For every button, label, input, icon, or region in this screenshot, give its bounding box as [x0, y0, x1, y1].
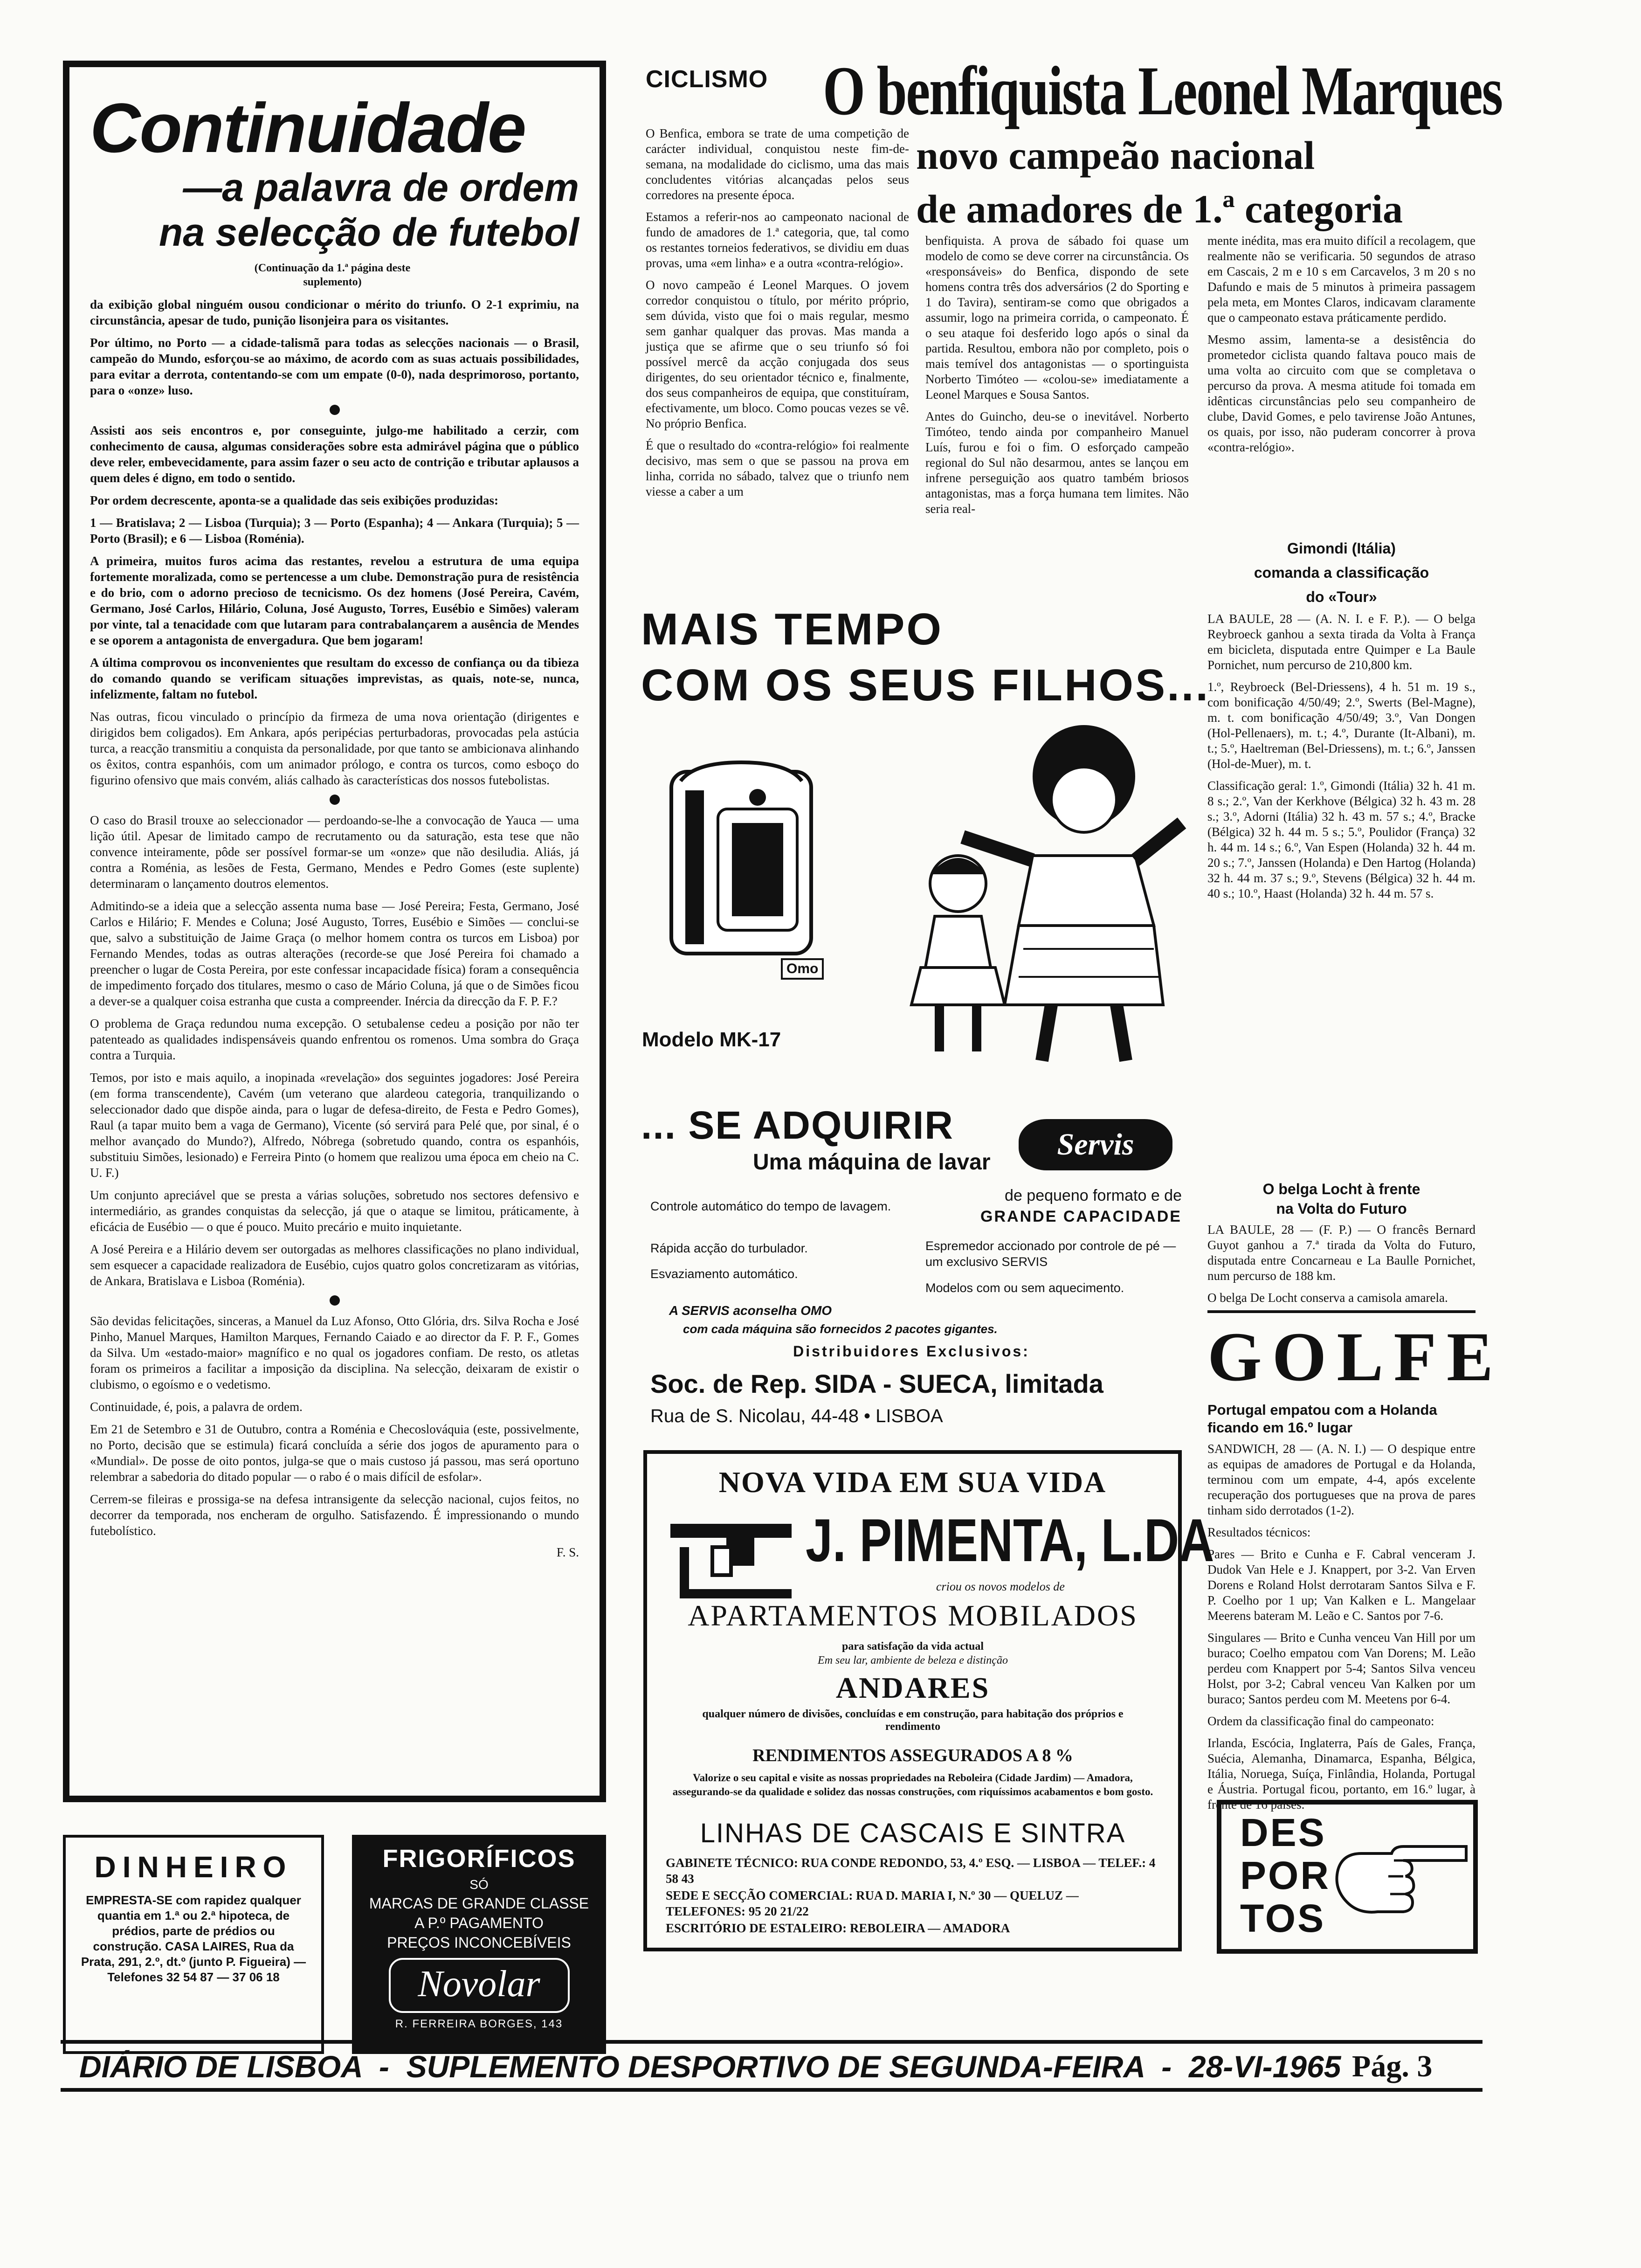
gimondi-headline-1: Gimondi (Itália) — [1287, 540, 1396, 557]
section-label-ciclismo: CICLISMO — [646, 66, 768, 93]
paragraph: É que o resultado do «contra-relógio» foi realmente decisivo, mas sem o que se passou na prova em linha, corrida no sábado, talvez que o triunfo nem viesse a caber a um — [646, 438, 909, 498]
ad-pimenta-valorize: Valorize o seu capital e visite as nossas propriedades na Reboleira (Cidade Jardim) — Amadora, assegurando-se da qualidade e solidez das nossas construções, com riquíssimos acabamentos e bom gosto. — [672, 1772, 1153, 1798]
ad-dinheiro-title: DINHEIRO — [94, 1850, 293, 1884]
ad-servis-distributors: Distribuidores Exclusivos: — [793, 1343, 1030, 1360]
continuation-note: (Continuação da 1.ª página deste suplemento) — [254, 262, 411, 288]
paragraph: mente inédita, mas era muito difícil a recolagem, que realmente não se verificaria. 50 segundos de atraso em Cascais, 2 m e 10 s em Carcavelos, 3 m 20 s no Dafundo e mais de 5 minutos à primeira passagem pela meta, em Montes Claros, indicavam claramente que o campeonato estava práticamente perdido. — [1207, 234, 1476, 325]
ad-pimenta-title: NOVA VIDA EM SUA VIDA — [718, 1466, 1107, 1499]
ciclismo-subhead-2: de amadores de 1.ª categoria — [916, 187, 1403, 231]
paragraph: Estamos a referir-nos ao campeonato nacional de fundo de amadores de 1.ª categoria, que, tal como os restantes torneios federativos, se dividiu em duas provas, uma «em linha» e a outra «contra-relógio». — [646, 210, 909, 270]
washing-machine-illustration — [667, 753, 820, 958]
mother-child-illustration — [865, 706, 1186, 1070]
ad-pimenta-sat2: Em seu lar, ambiente de beleza e distinção — [818, 1654, 1008, 1666]
ad-dinheiro — [63, 1835, 324, 2054]
paragraph: Em 21 de Setembro e 31 de Outubro, contra a Roménia e Checoslováquia (este, possivelmente, no Porto, decisão que se estimula) ficará concluída a série dos jogos de apuramento para o «Mundial». De posse de oito pontos, julga-se que o mais custoso já passou, mas será oportuno relembrar a sabedoria do ditado popular — o rabo é o mais difícil de esfolar». — [90, 1422, 579, 1484]
ad-pimenta — [643, 1450, 1214, 1951]
paragraph: Singulares — Brito e Cunha venceu Van Hill por um buraco; Coelho empatou com Van Dorens; M. Leão perdeu com Knappert por 5-4; Santos Silva venceu Holst, por 3-2; Cabral venceu Van Kalken por um buraco; Santos perdeu com M. Meetens por 6-4. — [1207, 1631, 1476, 1706]
ad-servis-feature: Esvaziamento automático. — [650, 1267, 798, 1281]
ad-pimenta-crio: criou os novos modelos de — [936, 1580, 1065, 1593]
ciclismo-subhead-1: novo campeão nacional — [916, 133, 1315, 178]
desportos-line: POR — [1240, 1853, 1331, 1897]
ad-servis-formato-2: GRANDE CAPACIDADE — [980, 1208, 1182, 1225]
paragraph: benfiquista. A prova de sábado foi quase um modelo de como se deve correr na circunstância. Os «responsáveis» do Benfica, dispondo de sete homens contra três dos adversários (2 do Sporting e 1 do Tavira), sentiram-se como que obrigados a assumir, logo na primeira corrida, o campeonato. É o seu ataque foi desferido logo após o sinal da partida. Resultou, embora não por completo, pois o mais temível dos antagonistas — o sportinguista Norberto Timóteo — «colou-se» imediatamente a Leonel Marques e Sousa Santos. — [925, 234, 1189, 401]
ad-frigorificos-line: MARCAS DE GRANDE CLASSE — [369, 1895, 589, 1912]
footer-title: DIÁRIO DE LISBOA - SUPLEMENTO DESPORTIVO DE SEGUNDA-FEIRA - 28-VI-1965 — [79, 2049, 1341, 2084]
paragraph: O problema de Graça redundou numa excepção. O setubalense cedeu a posição por não ter patenteado as qualidades indispensáveis quando enfrentou os romenos. Uma sombra do Graça contra a Turquia. — [90, 1016, 579, 1062]
ad-frigorificos-line: A P.º PAGAMENTO — [414, 1915, 544, 1931]
locht-article — [1207, 1177, 1476, 1308]
ad-pimenta-linhas: LINHAS DE CASCAIS E SINTRA — [700, 1818, 1126, 1848]
article-headline: Continuidade — [90, 89, 526, 167]
locht-headline-1: O belga Locht à frente — [1262, 1181, 1420, 1197]
ad-pimenta-sede: SEDE E SECÇÃO COMERCIAL: RUA D. MARIA I, N.º 30 — QUELUZ — TELEFONES: 95 20 21/22 — [666, 1888, 1079, 1918]
article-subhead-2: na selecção de futebol — [159, 210, 579, 254]
ad-servis-feature: Rápida acção do turbulador. — [650, 1241, 808, 1255]
footer-rule-bottom — [61, 2088, 1482, 2092]
paragraph: Resultados técnicos: — [1207, 1525, 1311, 1539]
ad-servis-feature: Modelos com ou sem aquecimento. — [925, 1281, 1124, 1295]
paragraph: O Benfica, embora se trate de uma competição de carácter individual, conquistou neste fim-de-semana, na modalidade do ciclismo, uma das mais concludentes vitórias alcançadas pelos seus corredores na presente época. — [646, 126, 909, 202]
paragraph: da exibição global ninguém ousou condicionar o mérito do triunfo. O 2-1 exprimiu, na circunstância, apesar de tudo, punição lisonjeira para os visitantes. — [90, 297, 579, 327]
pointing-hand-icon — [1333, 1837, 1469, 1916]
paragraph: O caso do Brasil trouxe ao seleccionador — perdoando-se-lhe a convocação de Yauca — uma lição útil. Apesar de limitado campo de recrutamento ou da saturação, esta tese que não convence inteiramente, pôde ser possível formar-se um «onze» que não desiludia. Aliás, já contra a Roménia, as lesões de Festa, Germano, Mendes e Pedro Gomes (este suplente) determinaram o lançamento doutros elementos. — [90, 813, 579, 891]
paragraph: Por ordem decrescente, aponta-se a qualidade das seis exibições produzidas: — [90, 493, 498, 507]
golfe-article — [1207, 1317, 1504, 1812]
footer-rule-top — [61, 2040, 1482, 2044]
ad-servis-maquina: Uma máquina de lavar — [753, 1150, 991, 1175]
ad-servis-headline-2: COM OS SEUS FILHOS... — [641, 660, 1210, 710]
article-subhead-1: —a palavra de ordem — [183, 166, 579, 209]
paragraph: Antes do Guincho, deu-se o inevitável. Norberto Timóteo, tendo ainda por companheiro Manuel Luís, furou e foi o fim. O esforçado campeão regional do Sul não desarmou, antes se lançou em infrene perseguição aos quatro também briosos antagonistas, mas a força humana tem limites. Não seria real- — [925, 409, 1189, 516]
bullet-separator — [330, 1295, 340, 1306]
signature: F. S. — [556, 1545, 579, 1559]
ad-pimenta-company: J. PIMENTA, L.DA — [806, 1506, 1214, 1574]
desportos-line: DES — [1240, 1811, 1326, 1854]
ad-frigorificos-line: PREÇOS INCONCEBÍVEIS — [387, 1934, 571, 1951]
ad-servis-headline-1: MAIS TEMPO — [641, 604, 944, 654]
paragraph: Nas outras, ficou vinculado o princípio da firmeza de uma nova orientação (dirigentes e dirigidos bem coligados). Em Ankara, após peripécias perturbadoras, provocadas pela astúcia turca, a reacção transmitiu a conquista da personalidade, por que tanto se ambicionava alinhando os êxitos, contra espanhóis, com um animador prólogo, e contra os turcos, como esboço do figurino ofensivo que mais convém, aliás calhado às características dos nossos futebolistas. — [90, 710, 579, 787]
ad-servis-feature: Espremedor accionado por controle de pé — um exclusivo SERVIS — [925, 1239, 1176, 1269]
desportos-line: TOS — [1240, 1896, 1326, 1940]
divider — [1207, 1310, 1476, 1313]
paragraph: Por último, no Porto — a cidade-talismã para todas as selecções nacionais — o Brasil, campeão do Mundo, esforçou-se ao máximo, de acordo com as suas actuais possibilidades, para evitar a derrota, contentando-se com um empate (0-0), nada desprimoroso, portanto, para o «onze» luso. — [90, 336, 579, 397]
paragraph: Pares — Brito e Cunha e F. Cabral venceram J. Dudok Van Hele e J. Knappert, por 3-2. Van Erven Dorens e Roland Holst derrotaram Santos Silva e F. P. Coelho por 1 up; Van Kalken e L. Mangelaar Meerens bateram M. Leão e C. Santos por 7-6. — [1207, 1547, 1476, 1623]
article-continuidade — [63, 61, 606, 1802]
golfe-headline: Portugal empatou com a Holanda ficando em 16.º lugar — [1207, 1402, 1437, 1436]
gimondi-article — [1207, 534, 1476, 1177]
paragraph: SANDWICH, 28 — (A. N. I.) — O despique entre as equipas de amadores de Portugal e da Holanda, terminou com um empate, 4-4, após excelente recuperação dos portugueses que na prova de pares tinham sido derrotados (1-2). — [1207, 1442, 1476, 1517]
paragraph: A primeira, muitos furos acima das restantes, revelou a estrutura de uma equipa fortemente moralizada, como se pertencesse a um clube. Demonstração pura de resistência e do brio, com o adorno precioso de tecnicismo. Os dez homens (José Pereira, Cavém, Germano, José Carlos, Hilário, Coluna, José Augusto, Torres, Eusébio e Simões) valeram por vinte, tal a tenacidade com que lutaram para contrabalançarem a ausência de Mendes e se oporem a antagonista de envergadura. Que bem jogaram! — [90, 554, 579, 647]
ad-frigorificos-title: FRIGORÍFICOS — [382, 1845, 576, 1873]
paragraph: São devidas felicitações, sinceras, a Manuel da Luz Afonso, Otto Glória, drs. Silva Rocha e José Pinho, Manuel Marques, Hamilton Marques, Fernando Caiado e ao director da F. P. F., Gomes da Silva. Um «estado-maior» magnífico e no qual os jogadores confiam. De resto, os atletas foram os primeiros a facilitar a imposição da disciplina. Na selecção, deixaram de existir o clubismo, o egoísmo e o vedetismo. — [90, 1314, 579, 1391]
ad-pimenta-andares: ANDARES — [835, 1671, 990, 1704]
locht-headline-2: na Volta do Futuro — [1276, 1200, 1407, 1217]
ad-servis-model: Modelo MK-17 — [642, 1028, 781, 1051]
paragraph: A última comprovou os inconvenientes que resultam do excesso de confiança ou da tibieza do comando quando se verificam situações imprevistas, as quais, note-se, nunca, infelizmente, faltam no futebol. — [90, 656, 579, 701]
ciclismo-headline: O benfiquista Leonel Marques — [823, 52, 1502, 130]
paragraph: Admitindo-se a ideia que a selecção assenta numa base — José Pereira; Festa, Germano, José Carlos e Hilário; F. Mendes e Coluna; José Augusto, Torres, Eusébio e Simões — conclui-se que, salvo a substituição de Jaime Graça (o melhor homem contra os turcos em Lisboa) por Fernando Mendes, todas as outras alterações (recorde-se que José Pereira foi chamado a preencher o lugar de Costa Pereira, por este confessar incapacidade física) foram a consequência de impedimento forçado dos titulares, mesmo o caso de Mário Coluna, já que o de Simões ficou a dever-se a qualquer coisa estranha que custa a compreender. Inércia da direcção da F. P. F.? — [90, 899, 579, 1008]
desportos-box — [1217, 1800, 1478, 1954]
paragraph: Um conjunto apreciável que se presta a várias soluções, sobretudo nos sectores defensivo e intermediário, as grandes conquistas da selecção, já que o ataque se limitou, práticamente, à eficácia de Eusébio — o que é pouco. Muito precário e muito inquietante. — [90, 1188, 579, 1234]
paragraph: Temos, por isto e mais aquilo, a inopinada «revelação» dos seguintes jogadores: José Pereira (em forma transcendente), Cavém (um veterano que alardeou categoria, tranquilizando o seleccionador dado que dispõe ainda, para o lugar de defesa-direito, de Festa e Pedro Gomes), Raul (a tapar muito bem a vaga de Germano), Vicente (só servirá para Pelé que, por sinal, é o melhor avançado do Mundo?), Alfredo, Nóbrega (sobretudo quando, contra os espanhóis, substituiu Simões, lesionado) e Ferreira Pinto (o homem que realizou uma época em cheio na C. U. F.) — [90, 1071, 579, 1180]
golfe-title: GOLFE — [1207, 1318, 1504, 1396]
ad-servis-brand: Servis — [1019, 1119, 1172, 1170]
paragraph: 1.º, Reybroeck (Bel-Driessens), 4 h. 51 m. 19 s., com bonificação 4/50/49; 2.º, Swerts (Bel-Magne), m. t. com bonificação 4/50/49; 3.º, Van Dongen (Hol-Pellenaers), m. t.; 4.º, Durante (It-Albani), m. t.; 5.º, Haeltreman (Bel-Driessens), m. t.; 6.º, Janssen (Hol-de-Muer), m. t. — [1207, 680, 1476, 771]
ciclismo-column-1 — [646, 126, 909, 590]
paragraph: Assisti aos seis encontros e, por conseguinte, julgo-me habilitado a cerzir, com conhecimento de causa, algumas considerações sobre esta admirável página que o público deve reler, embevecidamente, para assim fazer o seu acto de contrição e tributar aplausos a quem deles é digno, em todo o sentido. — [90, 423, 579, 485]
ad-dinheiro-text: EMPRESTA-SE com rapidez qualquer quantia em 1.ª ou 2.ª hipoteca, de prédios, parte de prédios ou construção. CASA LAIRES, Rua da Prata, 291, 2.º, dt.º (junto P. Figueira) — Telefones 32 54 87 — 37 06 18 — [81, 1893, 306, 1984]
paragraph: Mesmo assim, lamenta-se a desistência do prometedor ciclista quando faltava pouco mais de uma volta ao circuito com que se completava o percurso da prova. A mesma atitude foi tomada em idênticas circunstâncias pelo seu companheiro de clube, David Gomes, e pelo tavirense João Antunes, os quais, por isso, não puderam concorrer à prova «contra-relógio». — [1207, 332, 1476, 454]
paragraph: Continuidade, é, pois, a palavra de ordem. — [90, 1400, 303, 1414]
gimondi-headline-3: do «Tour» — [1306, 588, 1377, 605]
ad-frigorificos-brand-frame — [389, 1958, 570, 2013]
ad-pimenta-andares-text: qualquer número de divisões, concluídas e em construção, para habitação dos próprios e rendimento — [702, 1708, 1124, 1733]
paragraph: Ordem da classificação final do campeonato: — [1207, 1714, 1434, 1728]
omo-badge: Omo — [781, 958, 824, 980]
ad-servis — [641, 595, 1210, 1438]
ad-frigorificos-address: R. FERREIRA BORGES, 143 — [395, 2018, 563, 2030]
ad-pimenta-escritorio: ESCRITÓRIO DE ESTALEIRO: REBOLEIRA — AMADORA — [666, 1921, 1010, 1935]
paragraph: Classificação geral: 1.º, Gimondi (Itália) 32 h. 41 m. 8 s.; 2.º, Van der Kerkhove (Bélgica) 32 h. 43 m. 28 s.; 3.º, Adorni (Itália) 32 h. 43 m. 57 s.; 4.º, Bracke (Bélgica) 32 h. 44 m. 5 s.; 5.º, Poulidor (França) 32 h. 44 m. 14 s.; 6.º, Van Espen (Holanda) 32 h. 44 m. 20 s.; 7.º, Janssen (Holanda) e Den Hartog (Holanda) 32 h. 44 m. 37 s.; 9.º, Stevens (Bélgica) 32 h. 44 m. 40 s.; 10.º, Haast (Holanda) 32 h. 44 m. 57 s. — [1207, 779, 1476, 900]
paragraph: Cerrem-se fileiras e prossiga-se na defesa intransigente da selecção nacional, cujos feitos, no decorrer da temporada, nos encheram de orgulho. Satisfazendo. É impressionando o mundo futebolístico. — [90, 1492, 579, 1538]
ad-servis-omo-note: A SERVIS aconselha OMO — [669, 1303, 832, 1318]
gimondi-headline-2: comanda a classificação — [1254, 564, 1429, 581]
ad-pimenta-sat1: para satisfação da vida actual — [841, 1640, 984, 1653]
pimenta-logo-icon — [666, 1510, 796, 1603]
paragraph: A José Pereira e a Hilário devem ser outorgadas as melhores classificações no plano individual, sem esquecer a capacidade realizadora de Eusébio, cujos quatro golos concretizaram as vitórias, de Ankara, Bratislava e Lisboa (Roménia). — [90, 1242, 579, 1288]
ad-servis-se-adquirir: ... SE ADQUIRIR — [641, 1103, 954, 1147]
ad-servis-formato-1: de pequeno formato e de — [1005, 1187, 1182, 1204]
ciclismo-column-2 — [925, 233, 1189, 590]
ad-servis-feature: Controle automático do tempo de lavagem. — [650, 1199, 891, 1213]
paragraph: LA BAULE, 28 — (F. P.) — O francês Bernard Guyot ganhou a 7.ª tirada da Volta do Futuro, disputada entre Concarneau e La Baulle Pornichet, num percurso de 188 km. — [1207, 1223, 1476, 1283]
ad-pimenta-apartamentos: APARTAMENTOS MOBILADOS — [688, 1599, 1138, 1632]
ad-frigorificos — [352, 1835, 606, 2054]
paragraph: Irlanda, Escócia, Inglaterra, País de Gales, França, Suécia, Alemanha, Dinamarca, Espanha, Bélgica, Itália, Noruega, Suíça, Finlândia, Holanda, Portugal e Áustria. Portugal ficou, portanto, em 16.º lugar, à frente de 16 países. — [1207, 1736, 1476, 1812]
bullet-separator — [330, 405, 340, 415]
ad-servis-address: Rua de S. Nicolau, 44-48 • LISBOA — [650, 1406, 943, 1426]
bullet-separator — [330, 795, 340, 805]
ad-frigorificos-line: SÓ — [469, 1877, 489, 1892]
ad-servis-omo-note-2: com cada máquina são fornecidos 2 pacotes gigantes. — [683, 1322, 998, 1336]
paragraph: 1 — Bratislava; 2 — Lisboa (Turquia); 3 — Porto (Espanha); 4 — Ankara (Turquia); 5 — Porto (Brasil); e 6 — Lisboa (Roménia). — [90, 516, 579, 546]
ciclismo-column-3 — [1207, 233, 1476, 532]
ad-frigorificos-brand: Novolar — [418, 1964, 540, 2005]
paragraph: O novo campeão é Leonel Marques. O jovem corredor conquistou o título, por mérito próprio, sem dúvida, visto que foi o mais regular, mesmo sem ganhar qualquer das provas. Mas manda a justiça que se afirme que o seu triunfo só foi possível mercê da acção conjugada dos seus dirigentes, do seu orientador técnico e, finalmente, dos seus companheiros de equipa, que constituíram, efectivamente, um bloco. Como poucas vezes se vê. No próprio Benfica. — [646, 278, 909, 430]
ad-servis-company: Soc. de Rep. SIDA - SUECA, limitada — [650, 1369, 1103, 1398]
ad-pimenta-rendimentos: RENDIMENTOS ASSEGURADOS A 8 % — [752, 1746, 1073, 1765]
paragraph: LA BAULE, 28 — (A. N. I. e F. P.). — O belga Reybroeck ganhou a sexta tirada da Volta à França em bicicleta, disputada entre Quimper e La Baule Pornichet, num percurso de 210,800 km. — [1207, 612, 1476, 672]
page-number: Pág. 3 — [1352, 2049, 1433, 2083]
ad-pimenta-gabinete: GABINETE TÉCNICO: RUA CONDE REDONDO, 53, 4.º ESQ. — LISBOA — TELEF.: 4 58 43 — [666, 1856, 1156, 1886]
paragraph: O belga De Locht conserva a camisola amarela. — [1207, 1291, 1448, 1305]
